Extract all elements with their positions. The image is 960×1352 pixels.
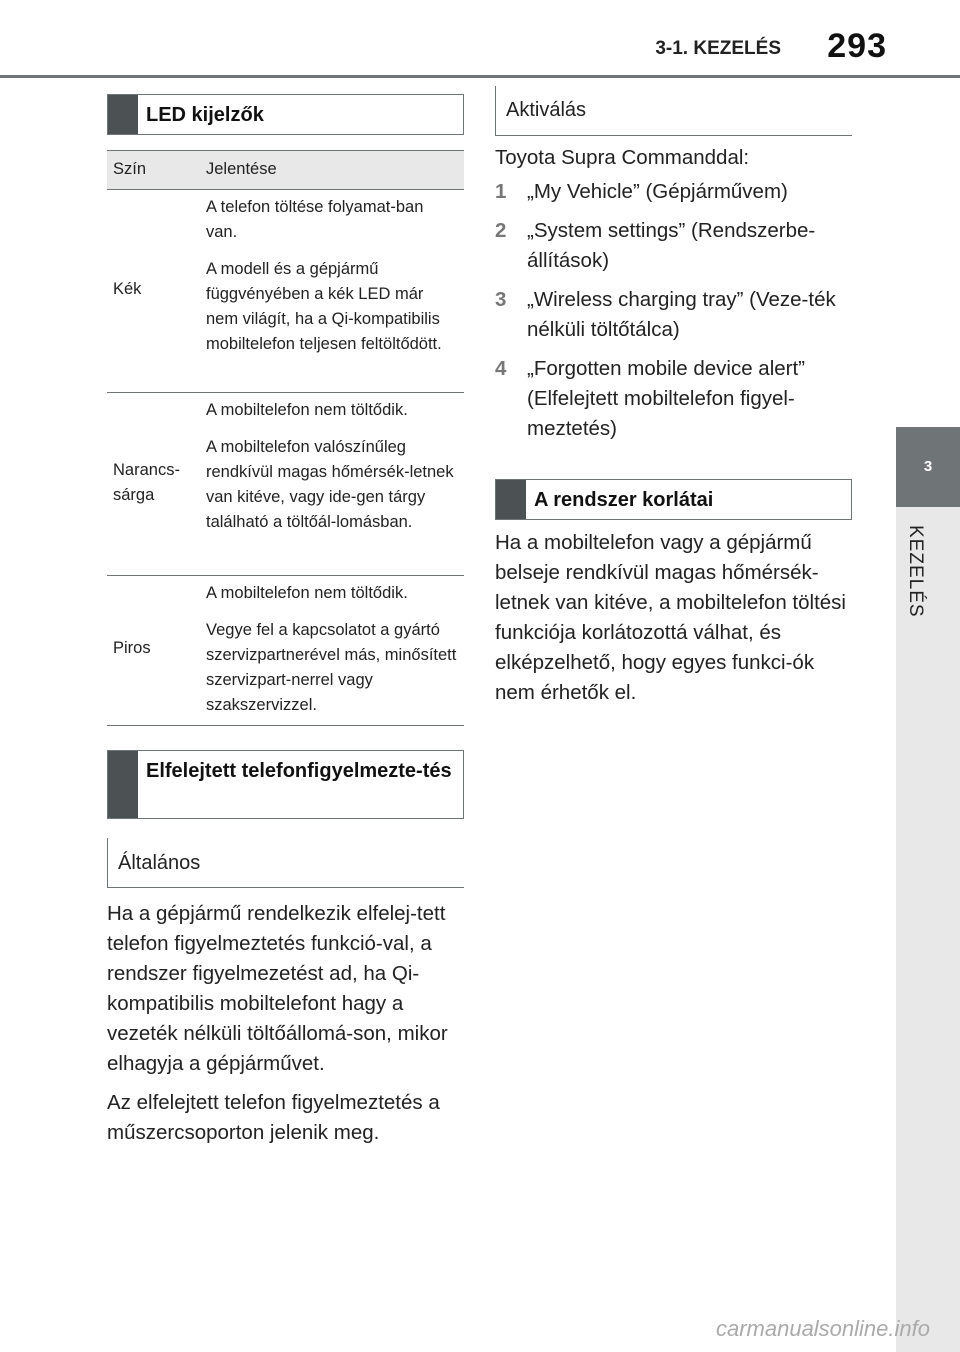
table-header [107,150,464,190]
list-item [495,354,850,444]
meaning-text: A mobiltelefon valószínűleg rendkívül magas hőmérsék-letnek van kitéve, vagy ide-gen tárgy található a töltőál-lomásban. [206,438,454,531]
row-meaning [206,576,458,718]
led-table [107,150,464,726]
page-number: 293 [827,27,887,65]
paragraph: Ha a gépjármű rendelkezik elfelej-tett telefon figyelmeztetés funkció-val, a rendszer figyelmezetést ad, ha Qi-kompatibilis mobiltelefont hagy a vezeték nélküli töltőállomá-son, mikor elhagyja a gépjárművet. [107,902,448,1075]
forgotten-heading-box [107,750,464,819]
limits-heading: A rendszer korlátai [534,489,714,511]
intro-text: Toyota Supra Commanddal: [495,146,750,169]
led-heading-box [107,94,464,135]
general-subheading-box [107,838,464,888]
step-text: „System settings” (Rendszerbe-állítások) [527,219,816,272]
steps-list [495,177,850,453]
general-subheading: Általános [118,852,201,874]
step-number: 2 [495,219,507,242]
meaning-text: Vegye fel a kapcsolatot a gyártó szervizpartnerével más, minősített szervizpart-nerrel vagy szakszervizzel. [206,621,457,714]
heading-bar [108,751,138,818]
general-text [107,899,459,1157]
header-divider [0,75,960,78]
heading-bar [496,480,526,519]
limits-heading-box [495,479,852,520]
step-text: „My Vehicle” (Gépjárművem) [527,180,788,203]
step-number: 3 [495,288,507,311]
limits-text: Ha a mobiltelefon vagy a gépjármű belseje rendkívül magas hőmérsék-letnek van kitéve, a mobiltelefon töltési funkciója korlátozottá válhat, és elképzelhető, hogy egyes funkci-ók nem érhetők el. [495,531,846,704]
row-meaning [206,393,458,535]
list-item [495,285,850,345]
table-row [107,576,464,726]
step-text: „Wireless charging tray” (Veze-ték nélküli töltőtálca) [527,288,836,341]
meaning-text: A mobiltelefon nem töltődik. [206,584,408,602]
watermark: carmanualsonline.info [715,1316,930,1341]
list-item [495,177,850,207]
header-meaning: Jelentése [206,160,277,178]
list-item [495,216,850,276]
led-heading: LED kijelzők [146,104,264,126]
chapter-number-tab: 3 [896,427,960,507]
table-row [107,393,464,576]
step-text: „Forgotten mobile device alert” (Elfelejtett mobiltelefon figyel-meztetés) [527,357,806,440]
forgotten-heading: Elfelejtett telefonfigyelmezte-tés [146,760,452,782]
chapter-label: KEZELÉS [905,525,926,618]
activation-subheading-box [495,86,852,136]
paragraph: Az elfelejtett telefon figyelmeztetés a műszercsoporton jelenik meg. [107,1091,440,1144]
section-title: 3-1. KEZELÉS [655,38,781,59]
step-number: 4 [495,357,507,380]
step-number: 1 [495,180,507,203]
chapter-side-tab [896,507,960,1352]
meaning-text: A modell és a gépjármű függvényében a kék LED már nem világít, ha a Qi-kompatibilis mobiltelefon teljesen feltöltődött. [206,260,442,353]
row-meaning [206,190,458,357]
activation-subheading: Aktiválás [506,99,587,121]
row-color: Piros [113,639,151,657]
meaning-text: A telefon töltése folyamat-ban van. [206,198,424,241]
table-row [107,190,464,393]
meaning-text: A mobiltelefon nem töltődik. [206,401,408,419]
row-color: Kék [113,280,142,298]
row-color: Narancs-sárga [113,461,180,504]
header-color: Szín [113,160,147,178]
heading-bar [108,95,138,134]
